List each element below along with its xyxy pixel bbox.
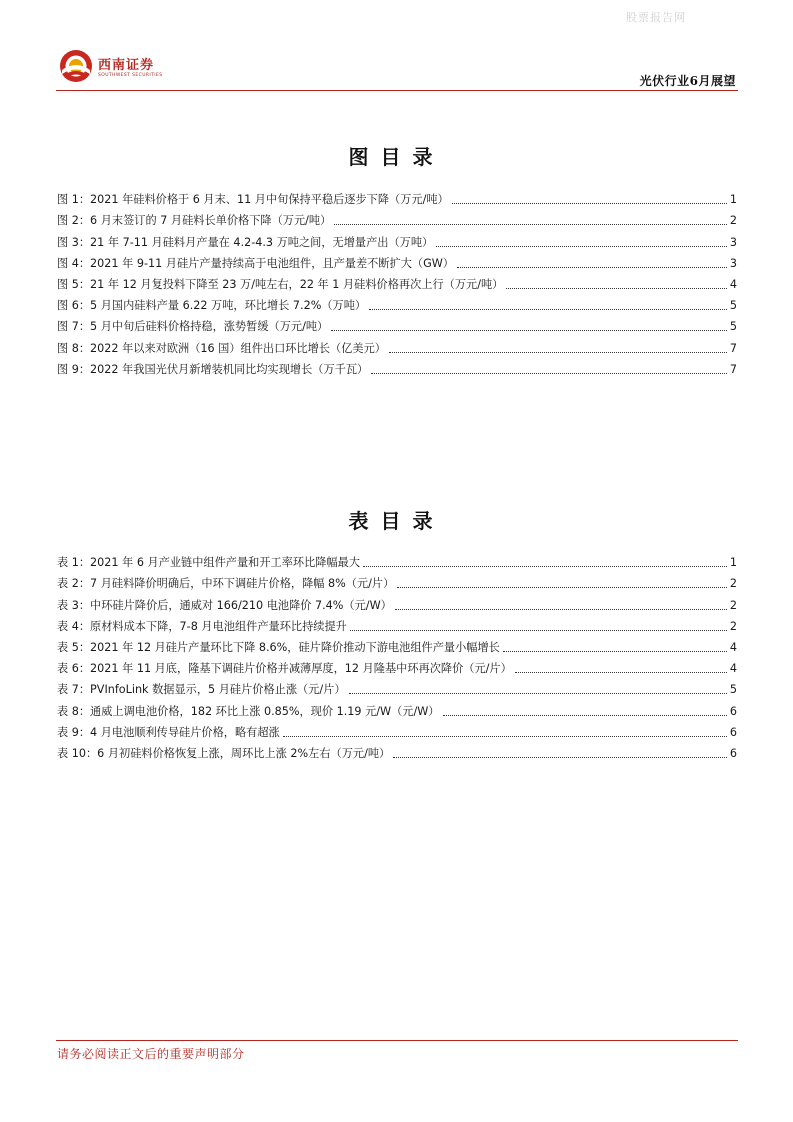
toc-entry-label: 图 2：6 月末签订的 7 月硅料长单价格下降（万元/吨） bbox=[57, 214, 332, 228]
toc-entry-label: 表 4：原材料成本下降，7-8 月电池组件产量环比持续提升 bbox=[57, 619, 347, 633]
toc-dot-leader bbox=[331, 330, 727, 331]
table-toc-entry[interactable] bbox=[57, 676, 737, 697]
toc-page-number: 5 bbox=[729, 683, 737, 697]
toc-dot-leader bbox=[515, 672, 727, 673]
toc-entry-label: 图 7：5 月中旬后硅料价格持稳，涨势暂缓（万元/吨） bbox=[57, 320, 329, 334]
figure-toc-entry[interactable] bbox=[57, 250, 737, 271]
toc-page-number: 5 bbox=[729, 299, 737, 313]
toc-page-number: 6 bbox=[729, 725, 737, 739]
toc-page-number: 2 bbox=[729, 619, 737, 633]
toc-page-number: 2 bbox=[729, 598, 737, 612]
toc-page-number: 5 bbox=[729, 320, 737, 334]
toc-entry-label: 图 1：2021 年硅料价格于 6 月末、11 月中旬保持平稳后逐步下降（万元/吨） bbox=[57, 193, 449, 207]
toc-entry-label: 表 7：PVInfoLink 数据显示，5 月硅片价格止涨（元/片） bbox=[57, 683, 346, 697]
toc-entry-label: 表 10：6 月初硅料价格恢复上涨，周环比上涨 2%左右（万元/吨） bbox=[57, 746, 391, 760]
toc-entry-label: 表 1：2021 年 6 月产业链中组件产量和开工率环比降幅最大 bbox=[57, 556, 361, 570]
toc-dot-leader bbox=[503, 651, 727, 652]
brand-name-cn: 西南证券 bbox=[98, 58, 155, 73]
toc-page-number: 7 bbox=[729, 362, 737, 376]
toc-entry-label: 图 6：5 月国内硅料产量 6.22 万吨，环比增长 7.2%（万吨） bbox=[57, 299, 367, 313]
toc-page-number: 1 bbox=[729, 193, 737, 207]
footer-divider bbox=[56, 1040, 738, 1041]
toc-dot-leader bbox=[506, 288, 727, 289]
toc-entry-label: 表 8：通威上调电池价格，182 环比上涨 0.85%，现价 1.19 元/W（元/W） bbox=[57, 704, 440, 718]
table-toc-entry[interactable] bbox=[57, 697, 737, 718]
toc-entry-label: 表 6：2021 年 11 月底，隆基下调硅片价格并减薄厚度，12 月隆基中环再次降价（元/片） bbox=[57, 662, 512, 676]
toc-entry-label: 图 4：2021 年 9-11 月硅片产量持续高于电池组件，且产量差不断扩大（GW） bbox=[57, 256, 454, 270]
toc-page-number: 6 bbox=[729, 704, 737, 718]
table-toc-entry[interactable] bbox=[57, 740, 737, 761]
table-toc-entry[interactable] bbox=[57, 570, 737, 591]
toc-entry-label: 表 9：4 月电池顺利传导硅片价格，略有超涨 bbox=[57, 725, 280, 739]
figure-toc-entry[interactable] bbox=[57, 228, 737, 249]
figure-toc-entry[interactable] bbox=[57, 313, 737, 334]
figure-toc-list bbox=[57, 186, 737, 377]
toc-page-number: 4 bbox=[729, 277, 737, 291]
toc-entry-label: 图 3：21 年 7-11 月硅料月产量在 4.2-4.3 万吨之间，无增量产出（万吨） bbox=[57, 235, 434, 249]
figure-toc-entry[interactable] bbox=[57, 186, 737, 207]
figure-list-heading: 图目录 bbox=[348, 145, 445, 169]
toc-entry-label: 表 2：7 月硅料降价明确后，中环下调硅片价格，降幅 8%（元/片） bbox=[57, 577, 395, 591]
toc-dot-leader bbox=[443, 715, 728, 716]
toc-dot-leader bbox=[436, 246, 727, 247]
watermark-text: 股票报告网 bbox=[626, 11, 686, 24]
toc-page-number: 7 bbox=[729, 341, 737, 355]
page-header bbox=[56, 44, 738, 90]
toc-dot-leader bbox=[393, 757, 727, 758]
figure-toc-entry[interactable] bbox=[57, 207, 737, 228]
toc-dot-leader bbox=[334, 224, 727, 225]
figure-toc-entry[interactable] bbox=[57, 292, 737, 313]
table-toc-entry[interactable] bbox=[57, 591, 737, 612]
figure-toc-entry[interactable] bbox=[57, 334, 737, 355]
toc-entry-label: 表 3：中环硅片降价后，通威对 166/210 电池降价 7.4%（元/W） bbox=[57, 598, 392, 612]
toc-entry-label: 表 5：2021 年 12 月硅片产量环比下降 8.6%，硅片降价推动下游电池组件产量小幅增长 bbox=[57, 640, 500, 654]
toc-dot-leader bbox=[389, 352, 727, 353]
toc-page-number: 4 bbox=[729, 640, 737, 654]
figure-toc-entry[interactable] bbox=[57, 271, 737, 292]
toc-page-number: 6 bbox=[729, 746, 737, 760]
table-toc-entry[interactable] bbox=[57, 613, 737, 634]
toc-page-number: 2 bbox=[729, 214, 737, 228]
table-toc-entry[interactable] bbox=[57, 634, 737, 655]
table-toc-entry[interactable] bbox=[57, 549, 737, 570]
toc-dot-leader bbox=[395, 609, 727, 610]
brand-logo bbox=[58, 48, 178, 86]
toc-dot-leader bbox=[350, 630, 727, 631]
brand-name-en: SOUTHWEST SECURITIES bbox=[98, 73, 163, 78]
table-toc-entry[interactable] bbox=[57, 719, 737, 740]
toc-entry-label: 图 8：2022 年以来对欧洲（16 国）组件出口环比增长（亿美元） bbox=[57, 341, 386, 355]
toc-page-number: 3 bbox=[729, 256, 737, 270]
toc-dot-leader bbox=[283, 736, 727, 737]
toc-page-number: 3 bbox=[729, 235, 737, 249]
header-divider bbox=[56, 90, 738, 91]
toc-dot-leader bbox=[363, 566, 727, 567]
toc-page-number: 1 bbox=[729, 556, 737, 570]
figure-toc-entry[interactable] bbox=[57, 356, 737, 377]
brand-logo-icon bbox=[58, 48, 94, 84]
toc-dot-leader bbox=[452, 203, 727, 204]
toc-entry-label: 图 9：2022 年我国光伏月新增装机同比均实现增长（万千瓦） bbox=[57, 362, 369, 376]
table-toc-entry[interactable] bbox=[57, 655, 737, 676]
toc-dot-leader bbox=[397, 587, 727, 588]
toc-dot-leader bbox=[349, 693, 727, 694]
table-toc-list bbox=[57, 549, 737, 761]
toc-page-number: 2 bbox=[729, 577, 737, 591]
toc-dot-leader bbox=[369, 309, 727, 310]
toc-dot-leader bbox=[457, 267, 727, 268]
table-list-heading: 表目录 bbox=[348, 509, 445, 533]
report-title: 光伏行业6月展望 bbox=[639, 74, 736, 88]
toc-dot-leader bbox=[371, 373, 727, 374]
toc-page-number: 4 bbox=[729, 662, 737, 676]
footer-disclaimer: 请务必阅读正文后的重要声明部分 bbox=[57, 1047, 245, 1061]
toc-entry-label: 图 5：21 年 12 月复投料下降至 23 万/吨左右，22 年 1 月硅料价格再次上行（万元/吨） bbox=[57, 277, 504, 291]
